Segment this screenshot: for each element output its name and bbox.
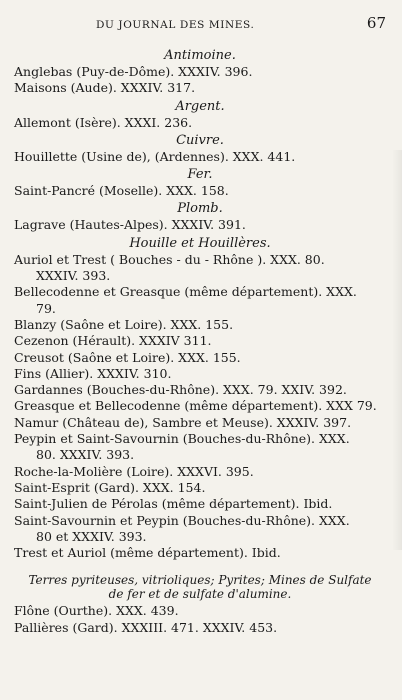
entry-line: Blanzy (Saône et Loire). XXX. 155. xyxy=(14,316,234,332)
index-entry xyxy=(14,350,388,366)
index-entry xyxy=(14,415,388,431)
entry-line: Saint-Pancré (Moselle). XXX. 158. xyxy=(14,183,229,199)
index-entry xyxy=(14,513,388,546)
entry-line: Auriol et Trest ( Bouches - du - Rhône ). XXX. 80. xyxy=(14,251,325,267)
entry-line: Namur (Château de), Sambre et Meuse). XXXIV. 397. xyxy=(14,414,352,430)
entry-line: Gardannes (Bouches-du-Rhône). XXX. 79. XXIV. 392. xyxy=(14,382,347,398)
entry-line: Anglebas (Puy-de-Dôme). XXXIV. 396. xyxy=(14,64,253,79)
entry-continuation: XXXIV. 393. xyxy=(36,268,111,284)
entry-continuation: 80. XXXIV. 393. xyxy=(36,447,135,463)
index-entry xyxy=(14,64,388,80)
entry-line: Roche-la-Molière (Loire). XXXVI. 395. xyxy=(14,463,254,479)
entry-continuation: 80 et XXXIV. 393. xyxy=(36,528,147,544)
index-entry xyxy=(14,545,388,561)
index-entry xyxy=(14,620,388,636)
index-entry xyxy=(14,80,388,96)
entry-line: Pallières (Gard). XXXIII. 471. XXXIV. 453. xyxy=(14,619,278,635)
index-entry xyxy=(14,603,388,619)
section-heading: Argent. xyxy=(175,98,225,114)
index-entry xyxy=(14,217,388,233)
entry-line: Saint-Julien de Pérolas (même département). Ibid. xyxy=(14,496,333,512)
entry-line: Flône (Ourthe). XXX. 439. xyxy=(14,603,179,619)
entry-line: Houillette (Usine de), (Ardennes). XXX. 441. xyxy=(14,148,296,164)
section-heading: Cuivre. xyxy=(176,132,224,148)
index-entry xyxy=(14,115,388,131)
page-number: 67 xyxy=(366,14,386,32)
index-entry xyxy=(14,317,388,333)
entry-line: Trest et Auriol (même département). Ibid. xyxy=(14,545,281,561)
entry-line: Peypin et Saint-Savournin (Bouches-du-Rhône). XXX. xyxy=(14,431,350,447)
index-entry xyxy=(14,496,388,512)
entry-line: Saint-Savournin et Peypin (Bouches-du-Rhône). XXX. xyxy=(14,512,350,528)
entry-line: Creusot (Saône et Loire). XXX. 155. xyxy=(14,349,241,365)
index-entry xyxy=(14,252,388,285)
entry-line: Greasque et Bellecodenne (même département). XXX 79. xyxy=(14,398,377,414)
index-entry xyxy=(14,183,388,199)
index-entry xyxy=(14,382,388,398)
subsection-heading-line: de fer et de sulfate d'alumine. xyxy=(108,587,292,602)
entry-line: Allemont (Isère). XXXI. 236. xyxy=(14,114,193,130)
section-heading: Houille et Houillères. xyxy=(129,235,271,251)
entry-line: Cezenon (Hérault). XXXIV 311. xyxy=(14,333,212,349)
subsection-heading xyxy=(12,573,388,601)
entry-line: Lagrave (Hautes-Alpes). XXXIV. 391. xyxy=(14,217,246,233)
index-entry xyxy=(14,333,388,349)
entry-continuation: 79. xyxy=(36,300,56,316)
index-entry xyxy=(14,284,388,317)
page-edge-shadow xyxy=(392,150,402,550)
index-body xyxy=(12,46,388,636)
index-entry xyxy=(14,366,388,382)
entry-line: Saint-Esprit (Gard). XXX. 154. xyxy=(14,479,206,495)
index-entry xyxy=(14,149,388,165)
entry-line: Bellecodenne et Greasque (même département). XXX. xyxy=(14,284,357,300)
index-entry xyxy=(14,398,388,414)
index-entry xyxy=(14,431,388,464)
section-heading: Plomb. xyxy=(177,201,223,217)
running-header xyxy=(96,14,386,32)
section-heading: Fer. xyxy=(187,167,213,183)
entry-line: Maisons (Aude). XXXIV. 317. xyxy=(14,80,196,96)
index-entry xyxy=(14,464,388,480)
subsection-heading-line: Terres pyriteuses, vitrioliques; Pyrites; Mines de Sulfate xyxy=(28,573,372,588)
running-title: DU JOURNAL DES MINES. xyxy=(96,19,255,31)
entry-line: Fins (Allier). XXXIV. 310. xyxy=(14,365,172,381)
section-heading: Antimoine. xyxy=(164,48,236,63)
index-entry xyxy=(14,480,388,496)
